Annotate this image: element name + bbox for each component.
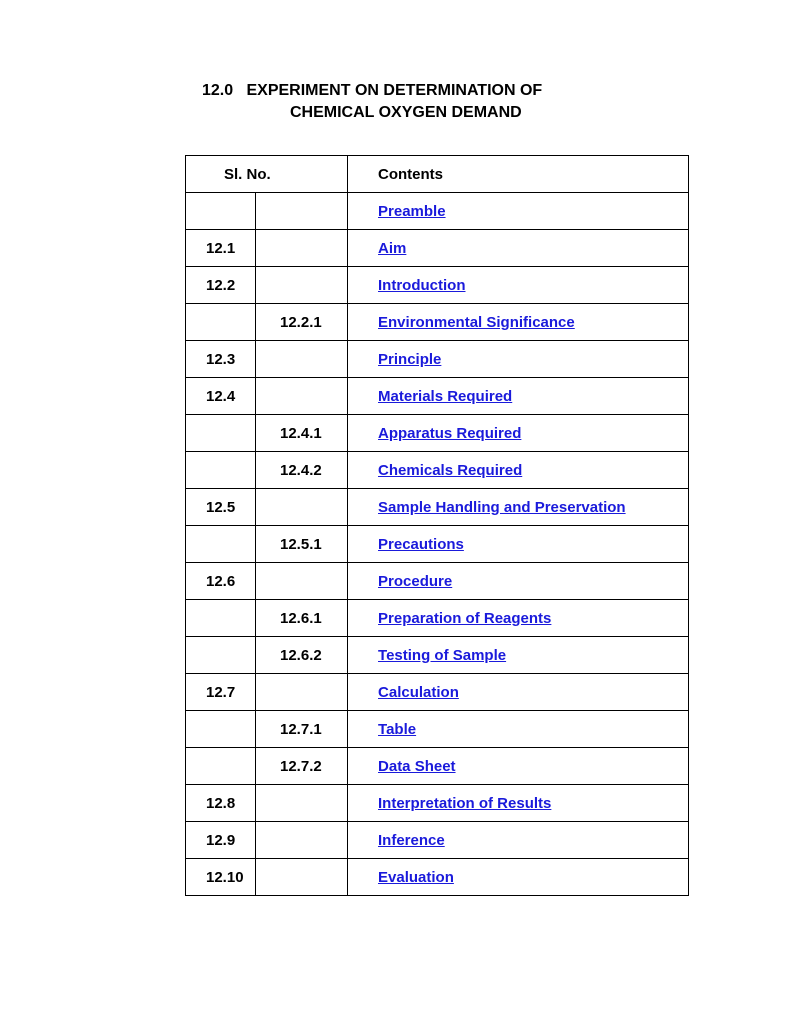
contents-cell bbox=[348, 637, 689, 674]
toc-link[interactable]: Principle bbox=[378, 350, 442, 368]
section-number: 12.8 bbox=[186, 785, 256, 822]
table-row bbox=[186, 600, 689, 637]
toc-link[interactable]: Evaluation bbox=[378, 868, 454, 886]
subsection-number: 12.2.1 bbox=[256, 304, 348, 341]
table-row bbox=[186, 748, 689, 785]
table-row bbox=[186, 711, 689, 748]
table-row bbox=[186, 489, 689, 526]
contents-cell bbox=[348, 267, 689, 304]
table-row bbox=[186, 674, 689, 711]
section-number bbox=[186, 415, 256, 452]
subsection-number bbox=[256, 822, 348, 859]
section-number bbox=[186, 304, 256, 341]
subsection-number bbox=[256, 378, 348, 415]
toc-link[interactable]: Materials Required bbox=[378, 387, 513, 405]
section-number: 12.4 bbox=[186, 378, 256, 415]
toc-link[interactable]: Procedure bbox=[378, 572, 453, 590]
contents-cell bbox=[348, 378, 689, 415]
table-row bbox=[186, 785, 689, 822]
contents-cell bbox=[348, 822, 689, 859]
table-row bbox=[186, 563, 689, 600]
contents-cell bbox=[348, 600, 689, 637]
table-row bbox=[186, 378, 689, 415]
table-row bbox=[186, 526, 689, 563]
contents-cell bbox=[348, 415, 689, 452]
title-line-1: 12.0 EXPERIMENT ON DETERMINATION OF bbox=[202, 82, 543, 99]
toc-link[interactable]: Chemicals Required bbox=[378, 461, 523, 479]
table-row bbox=[186, 267, 689, 304]
contents-table-body bbox=[186, 193, 689, 896]
toc-link[interactable]: Data Sheet bbox=[378, 757, 456, 775]
table-row bbox=[186, 637, 689, 674]
toc-link[interactable]: Environmental Significance bbox=[378, 313, 575, 331]
toc-link[interactable]: Testing of Sample bbox=[378, 646, 507, 664]
section-number: 12.9 bbox=[186, 822, 256, 859]
toc-link[interactable]: Aim bbox=[378, 239, 407, 257]
section-number: 12.5 bbox=[186, 489, 256, 526]
section-number bbox=[186, 193, 256, 230]
table-row bbox=[186, 452, 689, 489]
contents-cell bbox=[348, 748, 689, 785]
title-line-2: CHEMICAL OXYGEN DEMAND bbox=[290, 104, 522, 121]
table-row bbox=[186, 822, 689, 859]
section-number: 12.10 bbox=[186, 859, 256, 896]
table-row bbox=[186, 304, 689, 341]
subsection-number: 12.7.2 bbox=[256, 748, 348, 785]
contents-cell bbox=[348, 563, 689, 600]
section-number: 12.1 bbox=[186, 230, 256, 267]
contents-cell bbox=[348, 674, 689, 711]
section-number: 12.2 bbox=[186, 267, 256, 304]
toc-link[interactable]: Interpretation of Results bbox=[378, 794, 552, 812]
toc-link[interactable]: Inference bbox=[378, 831, 445, 849]
contents-cell bbox=[348, 230, 689, 267]
subsection-number bbox=[256, 785, 348, 822]
subsection-number bbox=[256, 193, 348, 230]
subsection-number bbox=[256, 674, 348, 711]
section-number bbox=[186, 711, 256, 748]
subsection-number bbox=[256, 267, 348, 304]
table-row bbox=[186, 230, 689, 267]
contents-cell bbox=[348, 859, 689, 896]
contents-cell bbox=[348, 193, 689, 230]
toc-link[interactable]: Precautions bbox=[378, 535, 464, 553]
contents-cell bbox=[348, 341, 689, 378]
table-row bbox=[186, 415, 689, 452]
toc-link[interactable]: Introduction bbox=[378, 276, 466, 294]
toc-link[interactable]: Preamble bbox=[378, 202, 446, 220]
toc-link[interactable]: Apparatus Required bbox=[378, 424, 522, 442]
section-number: 12.6 bbox=[186, 563, 256, 600]
section-number bbox=[186, 526, 256, 563]
table-header-row bbox=[186, 156, 689, 193]
subsection-number: 12.7.1 bbox=[256, 711, 348, 748]
toc-link[interactable]: Preparation of Reagents bbox=[378, 609, 552, 627]
contents-cell bbox=[348, 785, 689, 822]
sl-no-header: Sl. No. bbox=[186, 156, 348, 193]
table-row bbox=[186, 859, 689, 896]
section-number bbox=[186, 748, 256, 785]
contents-cell bbox=[348, 489, 689, 526]
contents-cell bbox=[348, 304, 689, 341]
contents-cell bbox=[348, 711, 689, 748]
contents-cell bbox=[348, 452, 689, 489]
toc-link[interactable]: Sample Handling and Preservation bbox=[378, 498, 626, 516]
subsection-number bbox=[256, 230, 348, 267]
contents-cell bbox=[348, 526, 689, 563]
subsection-number bbox=[256, 859, 348, 896]
subsection-number: 12.4.1 bbox=[256, 415, 348, 452]
section-number bbox=[186, 600, 256, 637]
subsection-number bbox=[256, 489, 348, 526]
subsection-number bbox=[256, 341, 348, 378]
contents-header: Contents bbox=[348, 156, 689, 193]
subsection-number: 12.6.2 bbox=[256, 637, 348, 674]
section-number: 12.3 bbox=[186, 341, 256, 378]
table-row bbox=[186, 193, 689, 230]
table-row bbox=[186, 341, 689, 378]
toc-link[interactable]: Calculation bbox=[378, 683, 459, 701]
subsection-number: 12.6.1 bbox=[256, 600, 348, 637]
subsection-number: 12.4.2 bbox=[256, 452, 348, 489]
toc-link[interactable]: Table bbox=[378, 720, 417, 738]
subsection-number: 12.5.1 bbox=[256, 526, 348, 563]
contents-table bbox=[185, 155, 689, 896]
section-number: 12.7 bbox=[186, 674, 256, 711]
subsection-number bbox=[256, 563, 348, 600]
section-number bbox=[186, 637, 256, 674]
section-number bbox=[186, 452, 256, 489]
